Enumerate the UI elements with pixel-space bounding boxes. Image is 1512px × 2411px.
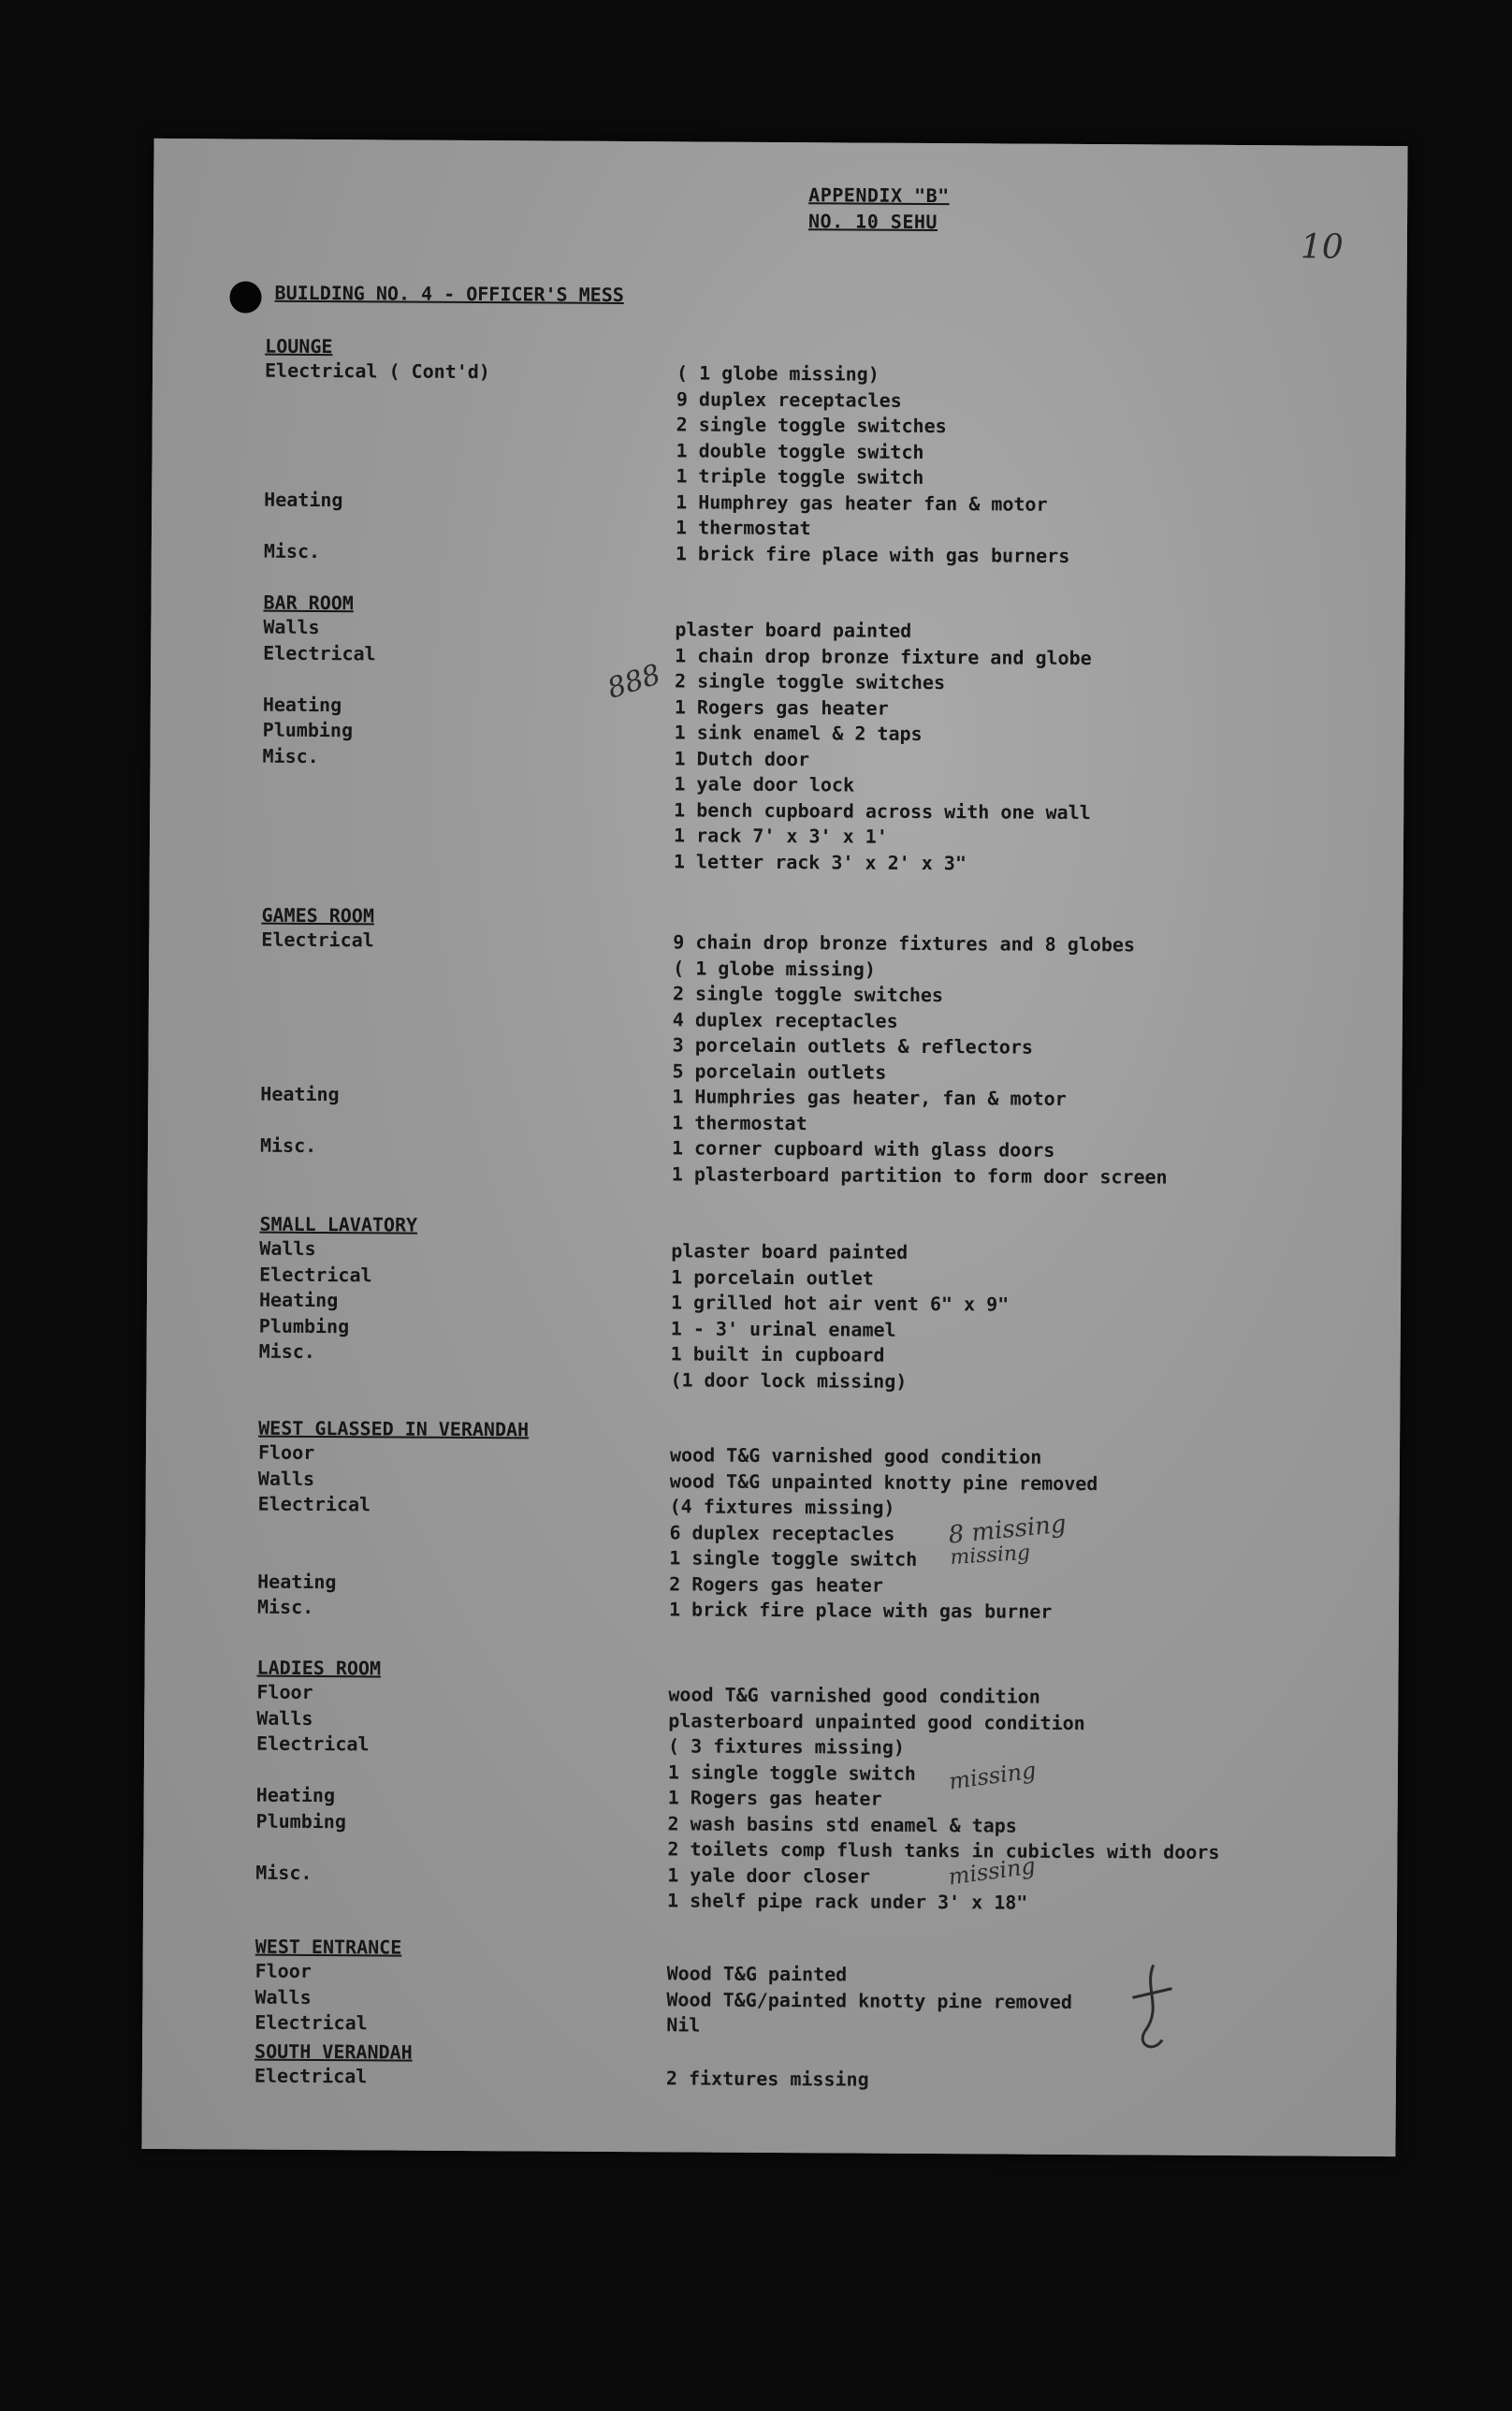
item-value: (1 door lock missing) xyxy=(670,1367,908,1393)
item-value: 2 wash basins std enamel & taps xyxy=(667,1811,1017,1837)
item-label: Misc. xyxy=(259,1133,317,1158)
item-value: 1 sink enamel & 2 taps xyxy=(674,721,923,745)
appendix-heading: APPENDIX "B" xyxy=(808,183,950,208)
item-label: Heating xyxy=(257,1570,337,1593)
item-value: 6 duplex receptacles xyxy=(669,1520,895,1545)
list-item xyxy=(264,538,1070,569)
item-value: 1 thermostat xyxy=(672,1110,807,1134)
item-label xyxy=(258,1365,670,1393)
item-label xyxy=(262,769,674,797)
handwritten-note: missing xyxy=(946,1852,1038,1891)
section-west-entrance xyxy=(254,1935,1072,2041)
list-item xyxy=(262,846,1091,877)
item-value: 1 brick fire place with gas burner xyxy=(668,1598,1053,1623)
item-label: Floor xyxy=(256,1680,313,1703)
item-label: Heating xyxy=(264,488,343,511)
item-value: 1 letter rack 3' x 2' x 3" xyxy=(673,849,967,874)
item-label: Electrical xyxy=(257,1492,371,1516)
item-label: Heating xyxy=(258,1288,339,1312)
item-value: 1 Rogers gas heater xyxy=(674,694,889,720)
item-value: 2 Rogers gas heater xyxy=(669,1571,884,1597)
item-value: 3 porcelain outlets & reflectors xyxy=(672,1033,1034,1059)
item-label: Electrical xyxy=(256,1732,370,1756)
item-value: 1 plasterboard partition to form door screen xyxy=(671,1162,1168,1189)
item-label xyxy=(264,435,676,463)
item-label xyxy=(261,1030,673,1059)
punch-hole-icon xyxy=(229,281,261,313)
item-value: 1 single toggle switch xyxy=(667,1760,916,1785)
section-bar-room xyxy=(262,591,1092,877)
section-south-verandah xyxy=(254,2039,869,2094)
initials-mark-icon xyxy=(1125,1960,1182,2063)
item-label xyxy=(255,1886,667,1914)
item-label: Electrical xyxy=(263,641,376,665)
item-value: 1 triple toggle switch xyxy=(676,464,924,489)
section-title: WEST ENTRANCE xyxy=(254,1935,402,1959)
item-value: 1 double toggle switch xyxy=(676,438,924,463)
item-label: Electrical xyxy=(261,928,374,952)
item-label xyxy=(261,1004,673,1032)
item-label xyxy=(262,846,674,874)
item-label: Electrical ( Cont'd) xyxy=(264,358,490,384)
section-title: SOUTH VERANDAH xyxy=(254,2039,413,2064)
item-label: Heating xyxy=(255,1783,336,1807)
section-ladies-room xyxy=(255,1656,1221,1918)
item-value: 1 porcelain outlet xyxy=(671,1264,874,1290)
item-label: Misc. xyxy=(255,1861,313,1884)
item-label: Walls xyxy=(259,1236,316,1261)
item-value: 2 single toggle switches xyxy=(676,413,947,438)
item-value: plasterboard unpainted good condition xyxy=(668,1708,1085,1734)
item-label xyxy=(264,513,676,541)
section-title: WEST GLASSED IN VERANDAH xyxy=(258,1416,530,1441)
item-value: 1 thermostat xyxy=(675,516,811,540)
item-label: Misc. xyxy=(258,1339,315,1364)
list-item xyxy=(255,1886,1219,1918)
item-value: plaster board painted xyxy=(675,618,912,642)
item-value: 1 yale door lock xyxy=(674,772,855,796)
item-value: 1 Rogers gas heater xyxy=(667,1786,882,1810)
item-value: wood T&G unpainted knotty pine removed xyxy=(669,1469,1098,1495)
list-item xyxy=(254,2010,1072,2041)
item-label: Misc. xyxy=(263,539,321,563)
handwritten-note: missing xyxy=(947,1757,1038,1795)
item-value: 9 chain drop bronze fixtures and 8 globes xyxy=(673,930,1136,957)
item-label xyxy=(257,1517,669,1545)
item-label: Electrical xyxy=(259,1263,372,1286)
item-value: 1 Dutch door xyxy=(674,746,810,770)
item-value: 1 corner cupboard with glass doors xyxy=(671,1136,1055,1162)
item-value: ( 1 globe missing) xyxy=(676,361,880,386)
item-label: Floor xyxy=(254,1959,312,1982)
section-title: LOUNGE xyxy=(265,334,333,358)
building-title: BUILDING NO. 4 - OFFICER'S MESS xyxy=(274,281,624,306)
item-value: 2 single toggle switches xyxy=(672,982,944,1007)
item-value: ( 1 globe missing) xyxy=(673,956,876,981)
item-label: Heating xyxy=(260,1082,340,1106)
item-label xyxy=(256,1757,668,1785)
item-label xyxy=(265,384,676,412)
item-value: 1 brick fire place with gas burners xyxy=(675,541,1070,567)
list-item xyxy=(257,1595,1098,1626)
handwritten-note: missing xyxy=(949,1541,1031,1571)
item-value: 2 fixtures missing xyxy=(665,2067,869,2091)
item-value: plaster board painted xyxy=(671,1239,909,1264)
item-label: Walls xyxy=(256,1706,313,1730)
item-value: wood T&G varnished good condition xyxy=(668,1683,1040,1708)
item-label: Plumbing xyxy=(255,1809,346,1833)
item-value: 1 single toggle switch xyxy=(669,1546,918,1571)
item-value: ( 3 fixtures missing) xyxy=(668,1734,906,1759)
item-label xyxy=(260,1056,672,1084)
item-label: Floor xyxy=(257,1440,315,1465)
item-value: 2 single toggle switches xyxy=(674,669,946,694)
list-item xyxy=(258,1365,1008,1395)
item-value: Wood T&G painted xyxy=(666,1962,848,1986)
document-sheet xyxy=(141,139,1407,2156)
item-value: 1 shelf pipe rack under 3' x 18" xyxy=(667,1889,1028,1914)
section-title: BAR ROOM xyxy=(263,591,354,615)
item-value: 9 duplex receptacles xyxy=(676,387,902,412)
item-value: 1 - 3' urinal enamel xyxy=(670,1316,896,1341)
item-label: Walls xyxy=(257,1467,315,1490)
item-value: Wood T&G/painted knotty pine removed xyxy=(666,1987,1072,2013)
item-label: Heating xyxy=(262,693,342,716)
item-value: (4 fixtures missing) xyxy=(669,1495,895,1519)
item-label xyxy=(262,795,674,823)
item-value: 1 bench cupboard across with one wall xyxy=(674,797,1091,824)
section-title: LADIES ROOM xyxy=(256,1656,382,1680)
item-value: 4 duplex receptacles xyxy=(672,1007,898,1032)
item-value: 1 Humphries gas heater, fan & motor xyxy=(672,1085,1067,1110)
item-value: 1 grilled hot air vent 6" x 9" xyxy=(670,1291,1010,1316)
item-value: 1 yale door closer xyxy=(667,1863,871,1888)
item-label: Plumbing xyxy=(258,1314,350,1337)
section-games-room xyxy=(260,903,1170,1191)
item-value: 2 toilets comp flush tanks in cubicles with doors xyxy=(667,1837,1220,1863)
list-item xyxy=(254,2064,869,2094)
item-label xyxy=(264,461,676,490)
item-value: wood T&G varnished good condition xyxy=(669,1443,1042,1469)
item-value: 5 porcelain outlets xyxy=(672,1059,887,1084)
section-lounge xyxy=(264,334,1071,569)
item-label: Misc. xyxy=(262,744,319,767)
item-label: Plumbing xyxy=(262,718,354,742)
item-label: Electrical xyxy=(254,2010,368,2035)
item-label xyxy=(255,1834,667,1863)
item-label: Electrical xyxy=(254,2064,368,2088)
item-label xyxy=(262,821,674,849)
item-label: Misc. xyxy=(256,1595,314,1618)
item-label: Walls xyxy=(254,1985,312,2009)
handwritten-note: 888 xyxy=(603,658,665,706)
page-number: 10 xyxy=(1300,227,1344,267)
section-title: GAMES ROOM xyxy=(261,903,374,928)
unit-heading: NO. 10 SEHU xyxy=(807,210,938,234)
item-value: 1 built in cupboard xyxy=(670,1342,885,1366)
item-value: Nil xyxy=(666,2013,701,2037)
item-label xyxy=(257,1543,669,1571)
item-label xyxy=(261,953,673,981)
list-item xyxy=(260,1159,1168,1190)
item-label: Walls xyxy=(263,615,320,639)
section-small-lavatory xyxy=(258,1212,1009,1395)
item-label xyxy=(260,1107,672,1135)
item-label xyxy=(265,410,676,438)
item-label xyxy=(260,1159,672,1187)
item-value: 1 Humphrey gas heater fan & motor xyxy=(676,490,1048,516)
section-title: SMALL LAVATORY xyxy=(259,1212,418,1236)
item-value: 1 chain drop bronze fixture and globe xyxy=(675,643,1092,669)
item-label xyxy=(261,979,673,1007)
item-value: 1 rack 7' x 3' x 1' xyxy=(673,824,888,848)
handwritten-note: 8 missing xyxy=(947,1510,1068,1550)
